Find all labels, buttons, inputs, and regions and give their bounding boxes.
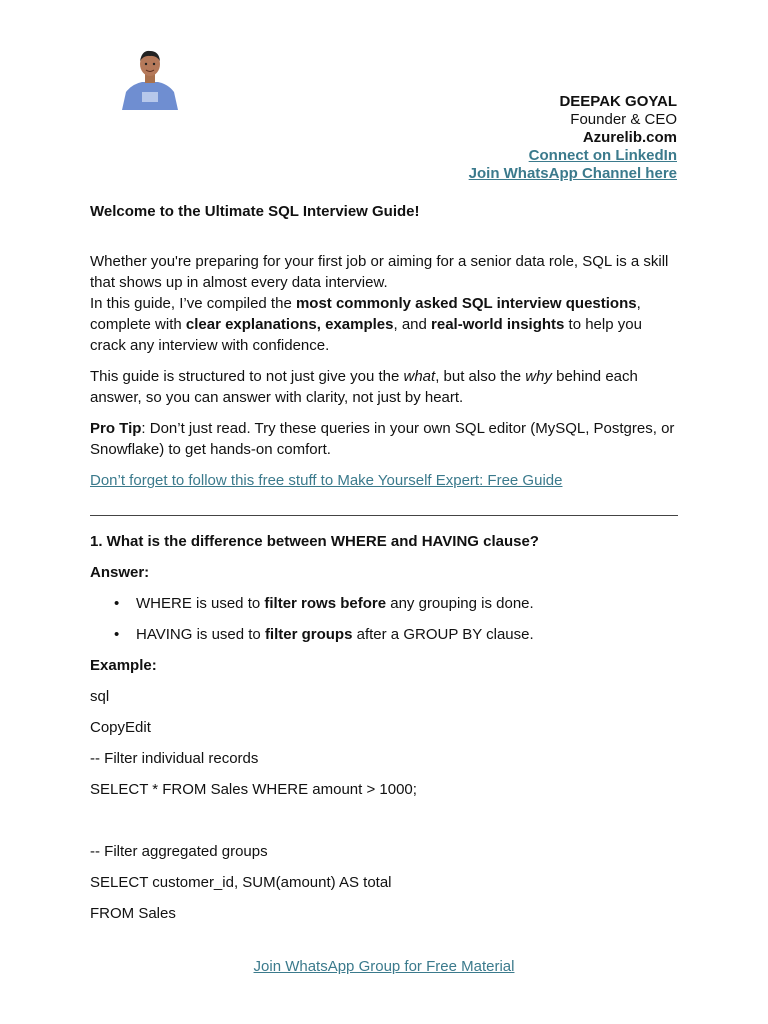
bold-text: real-world insights: [431, 316, 565, 333]
pro-tip-text: : Don’t just read. Try these queries in your own SQL editor (MySQL, Postgres, or Snowflake) to get hands-on comfort.: [90, 420, 675, 458]
linkedin-link[interactable]: Connect on LinkedIn: [528, 147, 677, 164]
code-line: SELECT customer_id, SUM(amount) AS total: [90, 874, 392, 891]
text-span: after a GROUP BY clause.: [352, 626, 534, 643]
whatsapp-group-link[interactable]: Join WhatsApp Group for Free Material: [253, 958, 515, 975]
site-name: Azurelib.com: [582, 129, 677, 146]
text-span: , but also the: [435, 368, 526, 385]
bold-text: clear explanations, examples: [185, 316, 394, 333]
author-name: DEEPAK GOYAL: [559, 93, 677, 110]
answer-label: Answer:: [90, 564, 150, 581]
copy-edit-label[interactable]: CopyEdit: [90, 719, 151, 736]
avatar: [118, 46, 182, 110]
italic-text: why: [525, 368, 552, 385]
question-heading: 1. What is the difference between WHERE and HAVING clause?: [90, 533, 539, 550]
bold-text: most commonly asked SQL interview questions: [295, 295, 637, 312]
welcome-heading: Welcome to the Ultimate SQL Interview Guide!: [90, 203, 420, 220]
pro-tip: [90, 418, 680, 460]
italic-text: what: [403, 368, 436, 385]
text-span: This guide is structured to not just give you the: [90, 368, 404, 385]
text-span: , and: [393, 316, 432, 333]
pro-tip-label: Pro Tip: [90, 420, 142, 437]
text-span: , complete with: [90, 295, 641, 333]
code-language: sql: [90, 688, 110, 705]
code-line: -- Filter aggregated groups: [90, 843, 268, 860]
intro-paragraph-2: [90, 293, 680, 356]
text-span: behind each answer, so you can answer with clarity, not just by heart.: [90, 368, 638, 406]
code-line: FROM Sales: [90, 905, 176, 922]
free-guide-link[interactable]: Don’t forget to follow this free stuff to Make Yourself Expert: Free Guide: [90, 472, 563, 489]
example-label: Example:: [90, 657, 157, 674]
question-1-section: [90, 531, 680, 924]
footer: [0, 958, 768, 975]
list-item: [114, 624, 680, 645]
bold-text: filter groups: [264, 626, 353, 643]
section-divider: [90, 515, 678, 516]
intro-paragraph-3: [90, 366, 680, 408]
answer-list: [90, 593, 680, 645]
intro-paragraph-1: Whether you're preparing for your first job or aiming for a senior data role, SQL is a skill that shows up in almost every data interview.: [90, 253, 669, 291]
text-span: any grouping is done.: [386, 595, 534, 612]
author-title: Founder & CEO: [570, 111, 677, 128]
code-line: SELECT * FROM Sales WHERE amount > 1000;: [90, 781, 417, 798]
whatsapp-channel-link[interactable]: Join WhatsApp Channel here: [468, 165, 677, 182]
text-span: HAVING is used to: [136, 626, 265, 643]
intro-section: [90, 201, 680, 491]
text-span: WHERE is used to: [136, 595, 265, 612]
text-span: In this guide, I’ve compiled the: [90, 295, 296, 312]
text-span: to help you crack any interview with confidence.: [90, 316, 642, 354]
author-header: [469, 93, 677, 183]
list-item: [114, 593, 680, 614]
code-line: -- Filter individual records: [90, 750, 259, 767]
free-guide-paragraph: [90, 470, 680, 491]
bold-text: filter rows before: [264, 595, 387, 612]
